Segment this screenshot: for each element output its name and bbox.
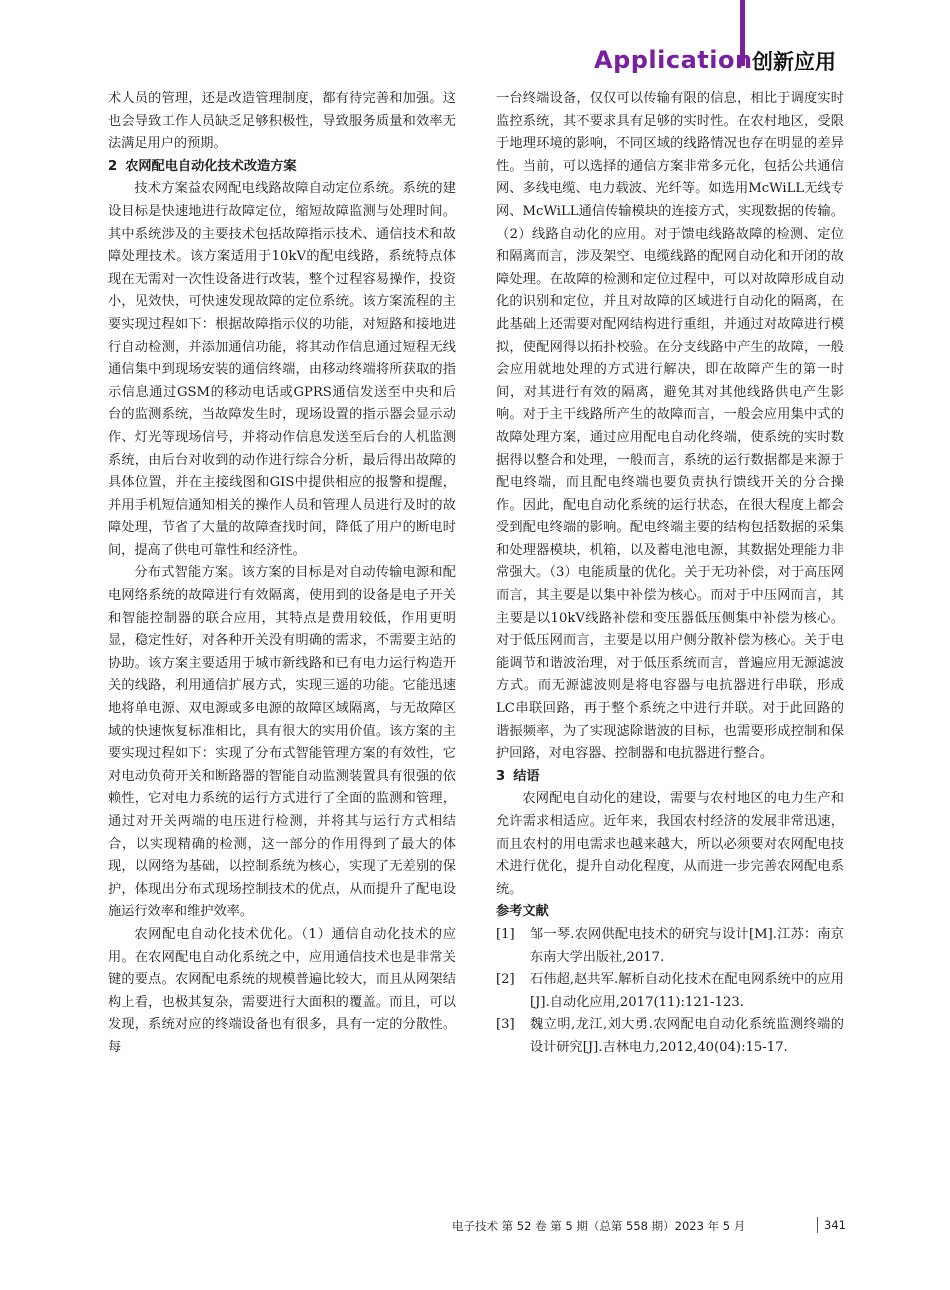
footer-divider [817,1217,818,1233]
section-heading [496,766,844,789]
section-label-cn: 创新应用 [752,50,836,74]
section-title: 农网配电自动化技术改造方案 [125,158,297,174]
left-column [108,88,456,1060]
reference-item [496,969,844,1014]
section-label-en: Application [594,46,753,74]
section-number: 3 [496,768,506,784]
reference-number: [1] [496,926,515,942]
right-column [496,88,844,1060]
reference-number: [3] [496,1017,515,1033]
reference-text: 魏立明,龙江,刘大勇.农网配电自动化系统监测终端的设计研究[J].吉林电力,2012,40(04):15-17. [530,1017,844,1055]
section-number: 2 [108,158,118,174]
reference-number: [2] [496,972,515,988]
reference-list [496,924,844,1060]
reference-item [496,924,844,969]
reference-text: 邹一琴.农网供配电技术的研究与设计[M].江苏：南京东南大学出版社,2017. [530,926,844,965]
paragraph: 术人员的管理，还是改造管理制度，都有待完善和加强。这也会导致工作人员缺乏足够积极性，导致服务质量和效率无法满足用户的预期。 [108,91,456,152]
reference-text: 石伟超,赵共军.解析自动化技术在配电网系统中的应用[J].自动化应用,2017(11):121-123. [530,972,844,1010]
footer-journal-info: 电子技术 第 52 卷 第 5 期（总第 558 期）2023 年 5 月 [452,1219,746,1233]
paragraph: 一台终端设备，仅仅可以传输有限的信息，相比于调度实时监控系统，其不要求具有足够的实时性。在农村地区，受限于地理环境的影响，不同区域的线路情况也存在明显的差异性。当前，可以选择的通信方案非常多元化，包括公共通信网、多线电缆、电力载波、光纤等。如选用McWiLL无线专网、McWiLL通信传输模块的连接方式，实现数据的传输。（2）线路自动化的应用。对于馈电线路故障的检测、定位和隔离而言，涉及架空、电缆线路的配网自动化和开闭的故障处理。在故障的检测和定位过程中，可以对故障形成自动化的识别和定位，并且对故障的区域进行自动化的隔离，在此基础上还需要对配网结构进行重组，并通过对故障进行模拟，使配网得以拓扑校验。在分支线路中产生的故障，一般会应用就地处理的方式进行解决，即在故障产生的第一时间，对其进行有效的隔离，避免其对其他线路供电产生影响。对于主干线路所产生的故障而言，一般会应用集中式的故障处理方案，通过应用配电自动化终端，使系统的实时数据得以整合和处理，一般而言，系统的运行数据都是来源于配电终端，而且配电终端也要负责执行馈线开关的分合操作。因此，配电自动化系统的运行状态，在很大程度上都会受到配电终端的影响。配电终端主要的结构包括数据的采集和处理器模块，机箱，以及蓄电池电源，其数据处理能力非常强大。（3）电能质量的优化。关于无功补偿，对于高压网而言，其主要是以集中补偿为核心。而对于中压网而言，其主要是以10kV线路补偿和变压器低压侧集中补偿为核心。对于低压网而言，主要是以用户侧分散补偿为核心。关于电能调节和谐波治理，对于低压系统而言，普遍应用无源滤波方式。而无源滤波则是将电容器与电抗器进行串联，形成LC串联回路，再于整个系统之中进行并联。对于此回路的谐振频率，为了实现滤除谐波的目标，也需要形成控制和保护回路，对电容器、控制器和电抗器进行整合。 [496,91,844,762]
paragraph: 农网配电自动化技术优化。（1）通信自动化技术的应用。在农网配电自动化系统之中，应用通信技术也是非常关键的要点。农网配电系统的规模普遍比较大，而且从网架结构上看，也极其复杂，需要进行大面积的覆盖。而且，可以发现，系统对应的终端设备也有很多，具有一定的分散性。每 [108,926,456,1055]
section-title: 结语 [513,768,540,784]
reference-item [496,1014,844,1059]
references-heading: 参考文献 [496,904,549,920]
paragraph: 技术方案益农网配电线路故障自动定位系统。系统的建设目标是快速地进行故障定位，缩短故障监测与处理时间。其中系统涉及的主要技术包括故障指示技术、通信技术和故障处理技术。该方案适用于10kV的配电线路，系统特点体现在无需对一次性设备进行改装，整个过程容易操作，投资小，见效快，可快速发现故障的定位系统。该方案流程的主要实现过程如下：根据故障指示仪的功能，对短路和接地进行自动检测，并添加通信功能，将其动作信息通过短程无线通信集中到现场安装的通信终端，由移动终端将所获取的指示信息通过GSM的移动电话或GPRS通信发送至中央和后台的监测系统，当故障发生时，现场设置的指示器会显示动作、灯光等现场信号，并将动作信息发送至后台的人机监测系统，由后台对收到的动作进行综合分析，最后得出故障的具体位置，并在主接线图和GIS中提供相应的报警和提醒，并用手机短信通知相关的操作人员和管理人员进行及时的故障处理，节省了大量的故障查找时间，降低了用户的断电时间，提高了供电可靠性和经济性。 [108,181,456,558]
page-number: 341 [824,1218,846,1232]
paragraph: 农网配电自动化的建设，需要与农村地区的电力生产和允许需求相适应。近年来，我国农村经济的发展非常迅速，而且农村的用电需求也越来越大，所以必须要对农网配电技术进行优化，提升自动化程度，从而进一步完善农网配电系统。 [496,791,844,897]
paragraph: 分布式智能方案。该方案的目标是对自动传输电源和配电网络系统的故障进行有效隔离，使用到的设备是电子开关和智能控制器的联合应用，其特点是费用较低，作用更明显，稳定性好，对各种开关没有明确的需求，不需要主站的协助。该方案主要适用于城市新线路和已有电力运行构造开关的线路，利用通信扩展方式，实现三遥的功能。它能迅速地将单电源、双电源或多电源的故障区域隔离，与无故障区域的快速恢复标准相比，具有很大的实用价值。该方案的主要实现过程如下：实现了分布式智能管理方案的有效性，它对电动负荷开关和断路器的智能自动监测装置具有很强的依赖性，它对电力系统的运行方式进行了全面的监测和管理，通过对开关两端的电压进行检测，并将其与运行方式相结合，以实现精确的检测，这一部分的作用得到了最大的体现，以网络为基础，以控制系统为核心，实现了无差别的保护，体现出分布式现场控制技术的优点，从而提升了配电设施运行效率和维护效率。 [108,565,456,920]
section-heading [108,156,456,179]
